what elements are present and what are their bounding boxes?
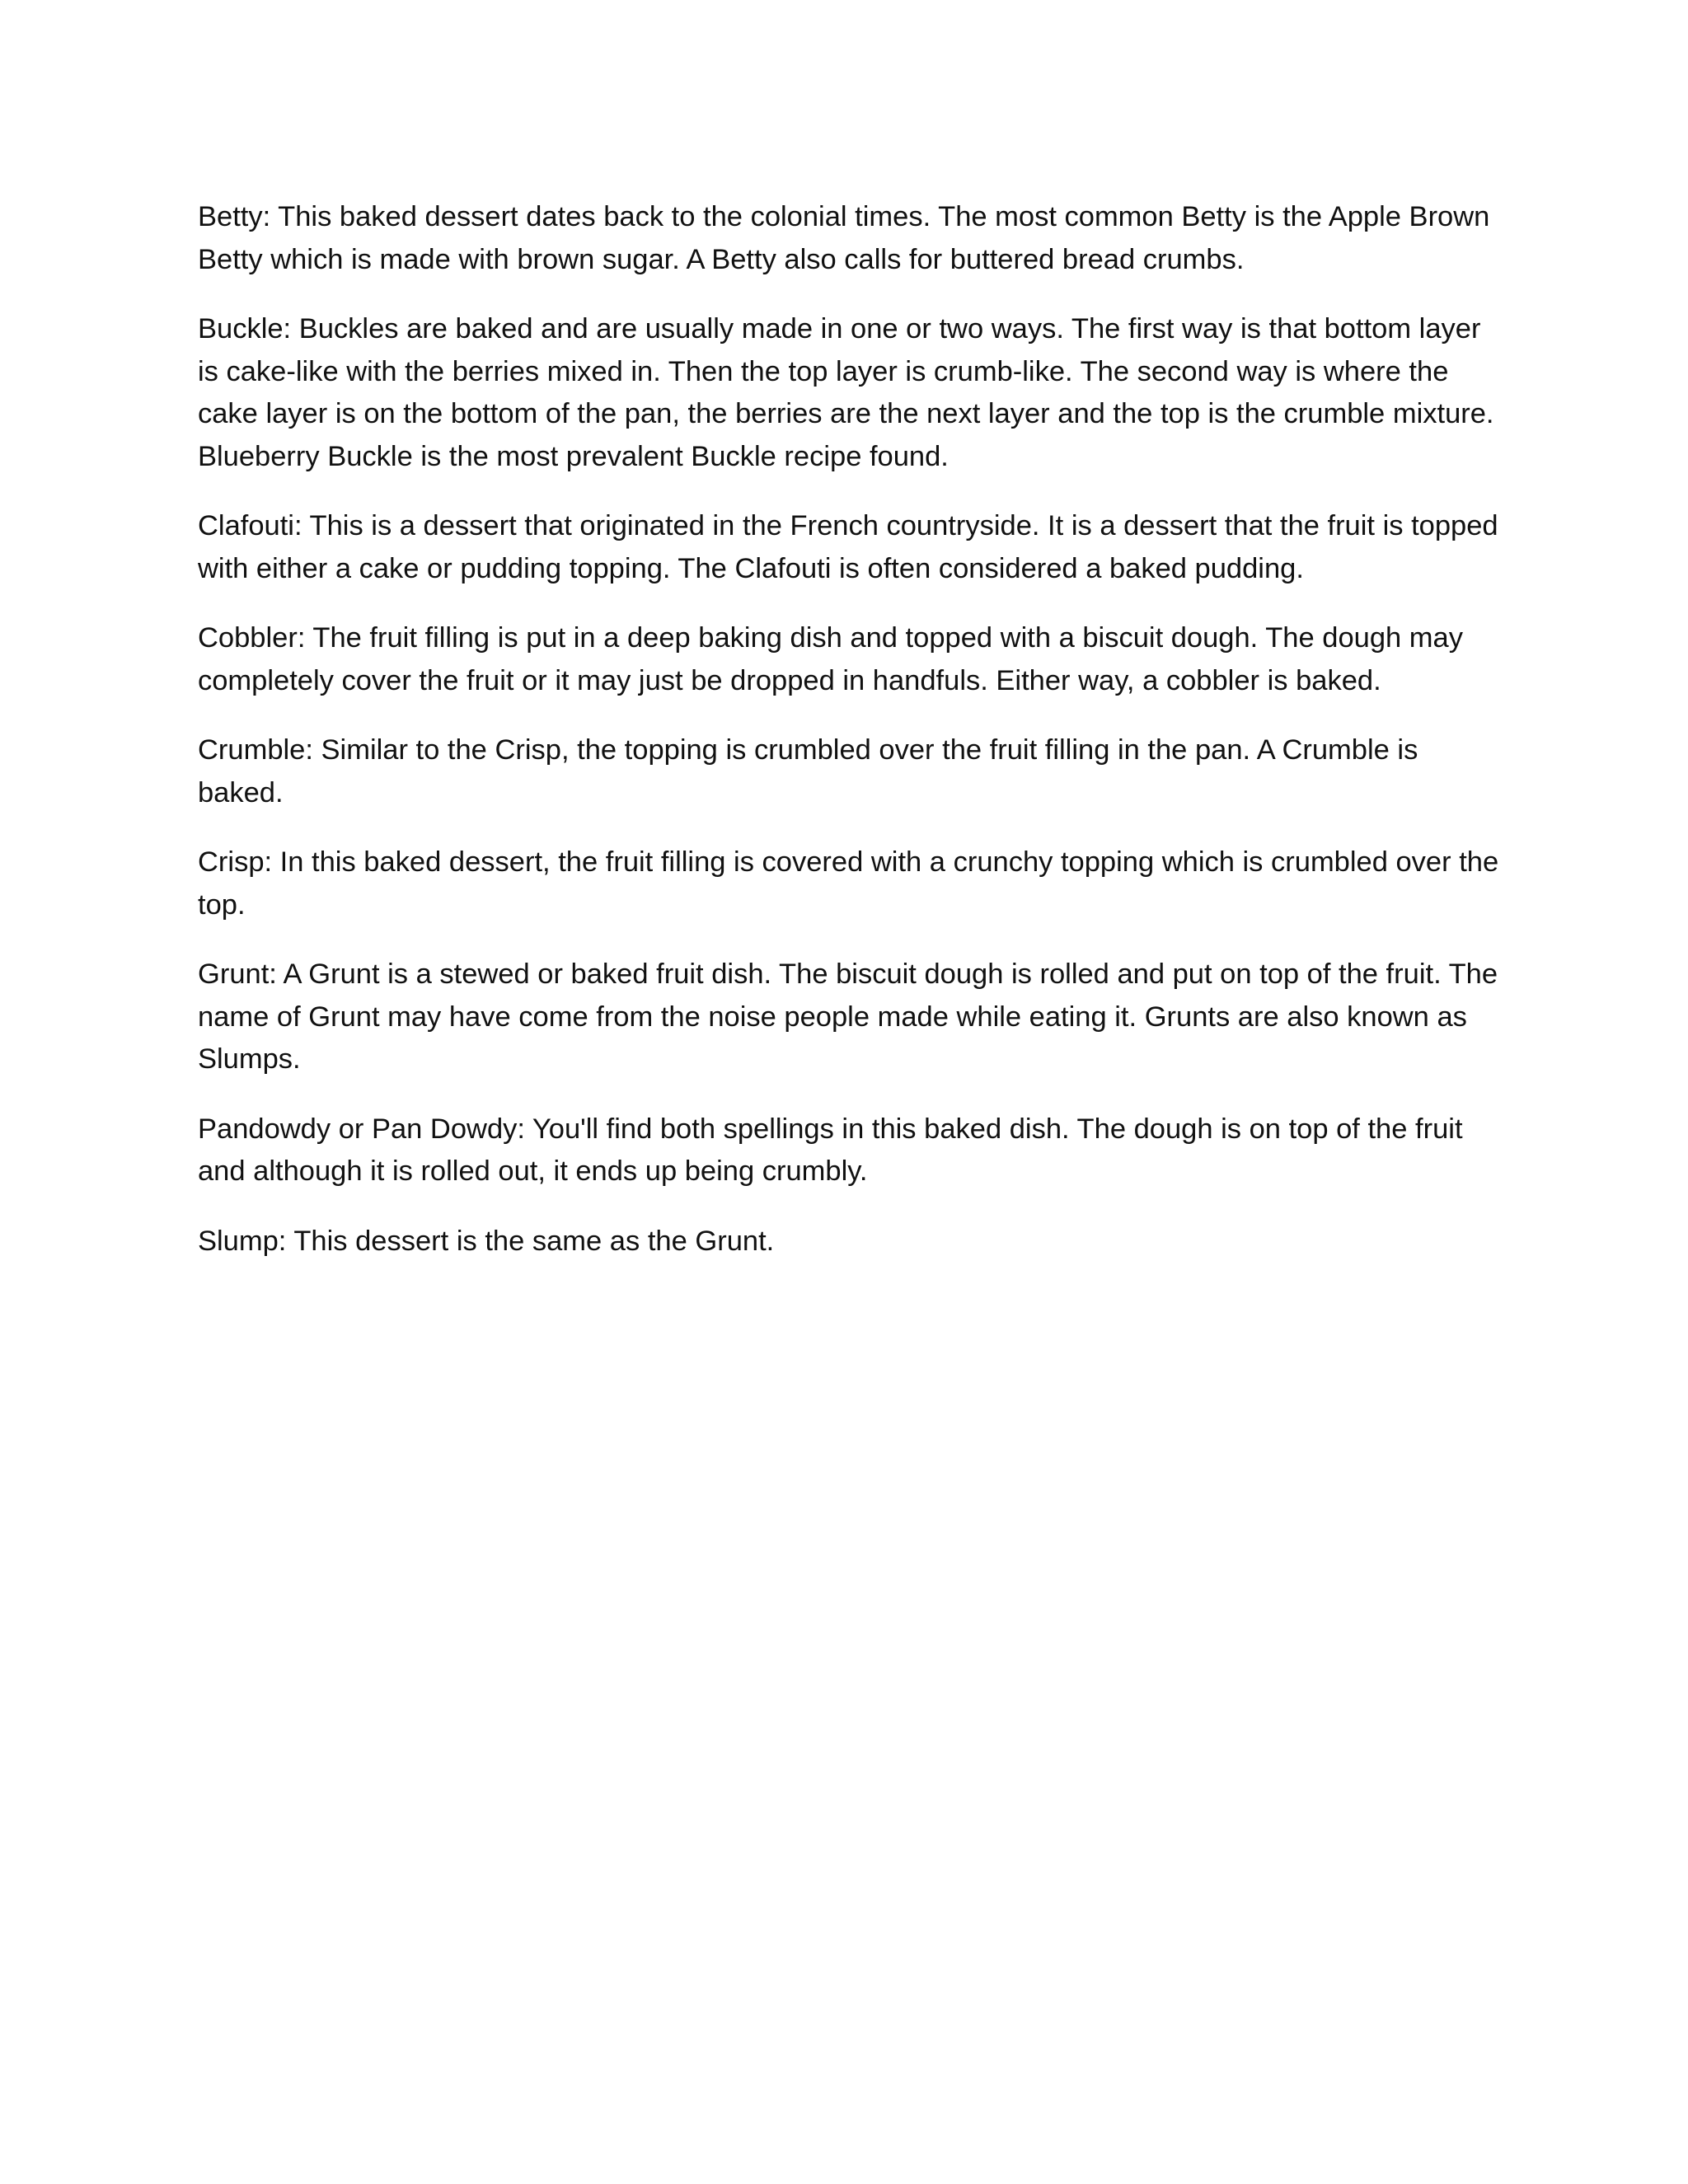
paragraph-grunt: Grunt: A Grunt is a stewed or baked fruit dish. The biscuit dough is rolled and put on top of the fruit. The name of Grunt may have come from the noise people made while eating it. Grunts are also known as Slumps. <box>198 958 1498 1075</box>
paragraph-cobbler: Cobbler: The fruit filling is put in a deep baking dish and topped with a biscuit dough. The dough may completely cover the fruit or it may just be dropped in handfuls. Either way, a cobbler is baked. <box>198 622 1463 696</box>
paragraph-pandowdy: Pandowdy or Pan Dowdy: You'll find both spellings in this baked dish. The dough is on top of the fruit and although it is rolled out, it ends up being crumbly. <box>198 1113 1463 1187</box>
paragraph-clafouti: Clafouti: This is a dessert that originated in the French countryside. It is a dessert that the fruit is topped with either a cake or pudding topping. The Clafouti is often considered a baked pudding. <box>198 510 1498 584</box>
document-body <box>198 196 1500 1263</box>
paragraph-slump: Slump: This dessert is the same as the Grunt. <box>198 1225 775 1257</box>
paragraph-crisp: Crisp: In this baked dessert, the fruit filling is covered with a crunchy topping which is crumbled over the top. <box>198 846 1499 921</box>
paragraph-betty: Betty: This baked dessert dates back to the colonial times. The most common Betty is the Apple Brown Betty which is made with brown sugar. A Betty also calls for buttered bread crumbs. <box>198 201 1490 275</box>
paragraph-buckle: Buckle: Buckles are baked and are usually made in one or two ways. The first way is that bottom layer is cake-like with the berries mixed in. Then the top layer is crumb-like. The second way is where the cake layer is on the bottom of the pan, the berries are the next layer and the top is the crumble mixture. Blueberry Buckle is the most prevalent Buckle recipe found. <box>198 313 1494 472</box>
paragraph-crumble: Crumble: Similar to the Crisp, the topping is crumbled over the fruit filling in the pan. A Crumble is baked. <box>198 734 1418 808</box>
